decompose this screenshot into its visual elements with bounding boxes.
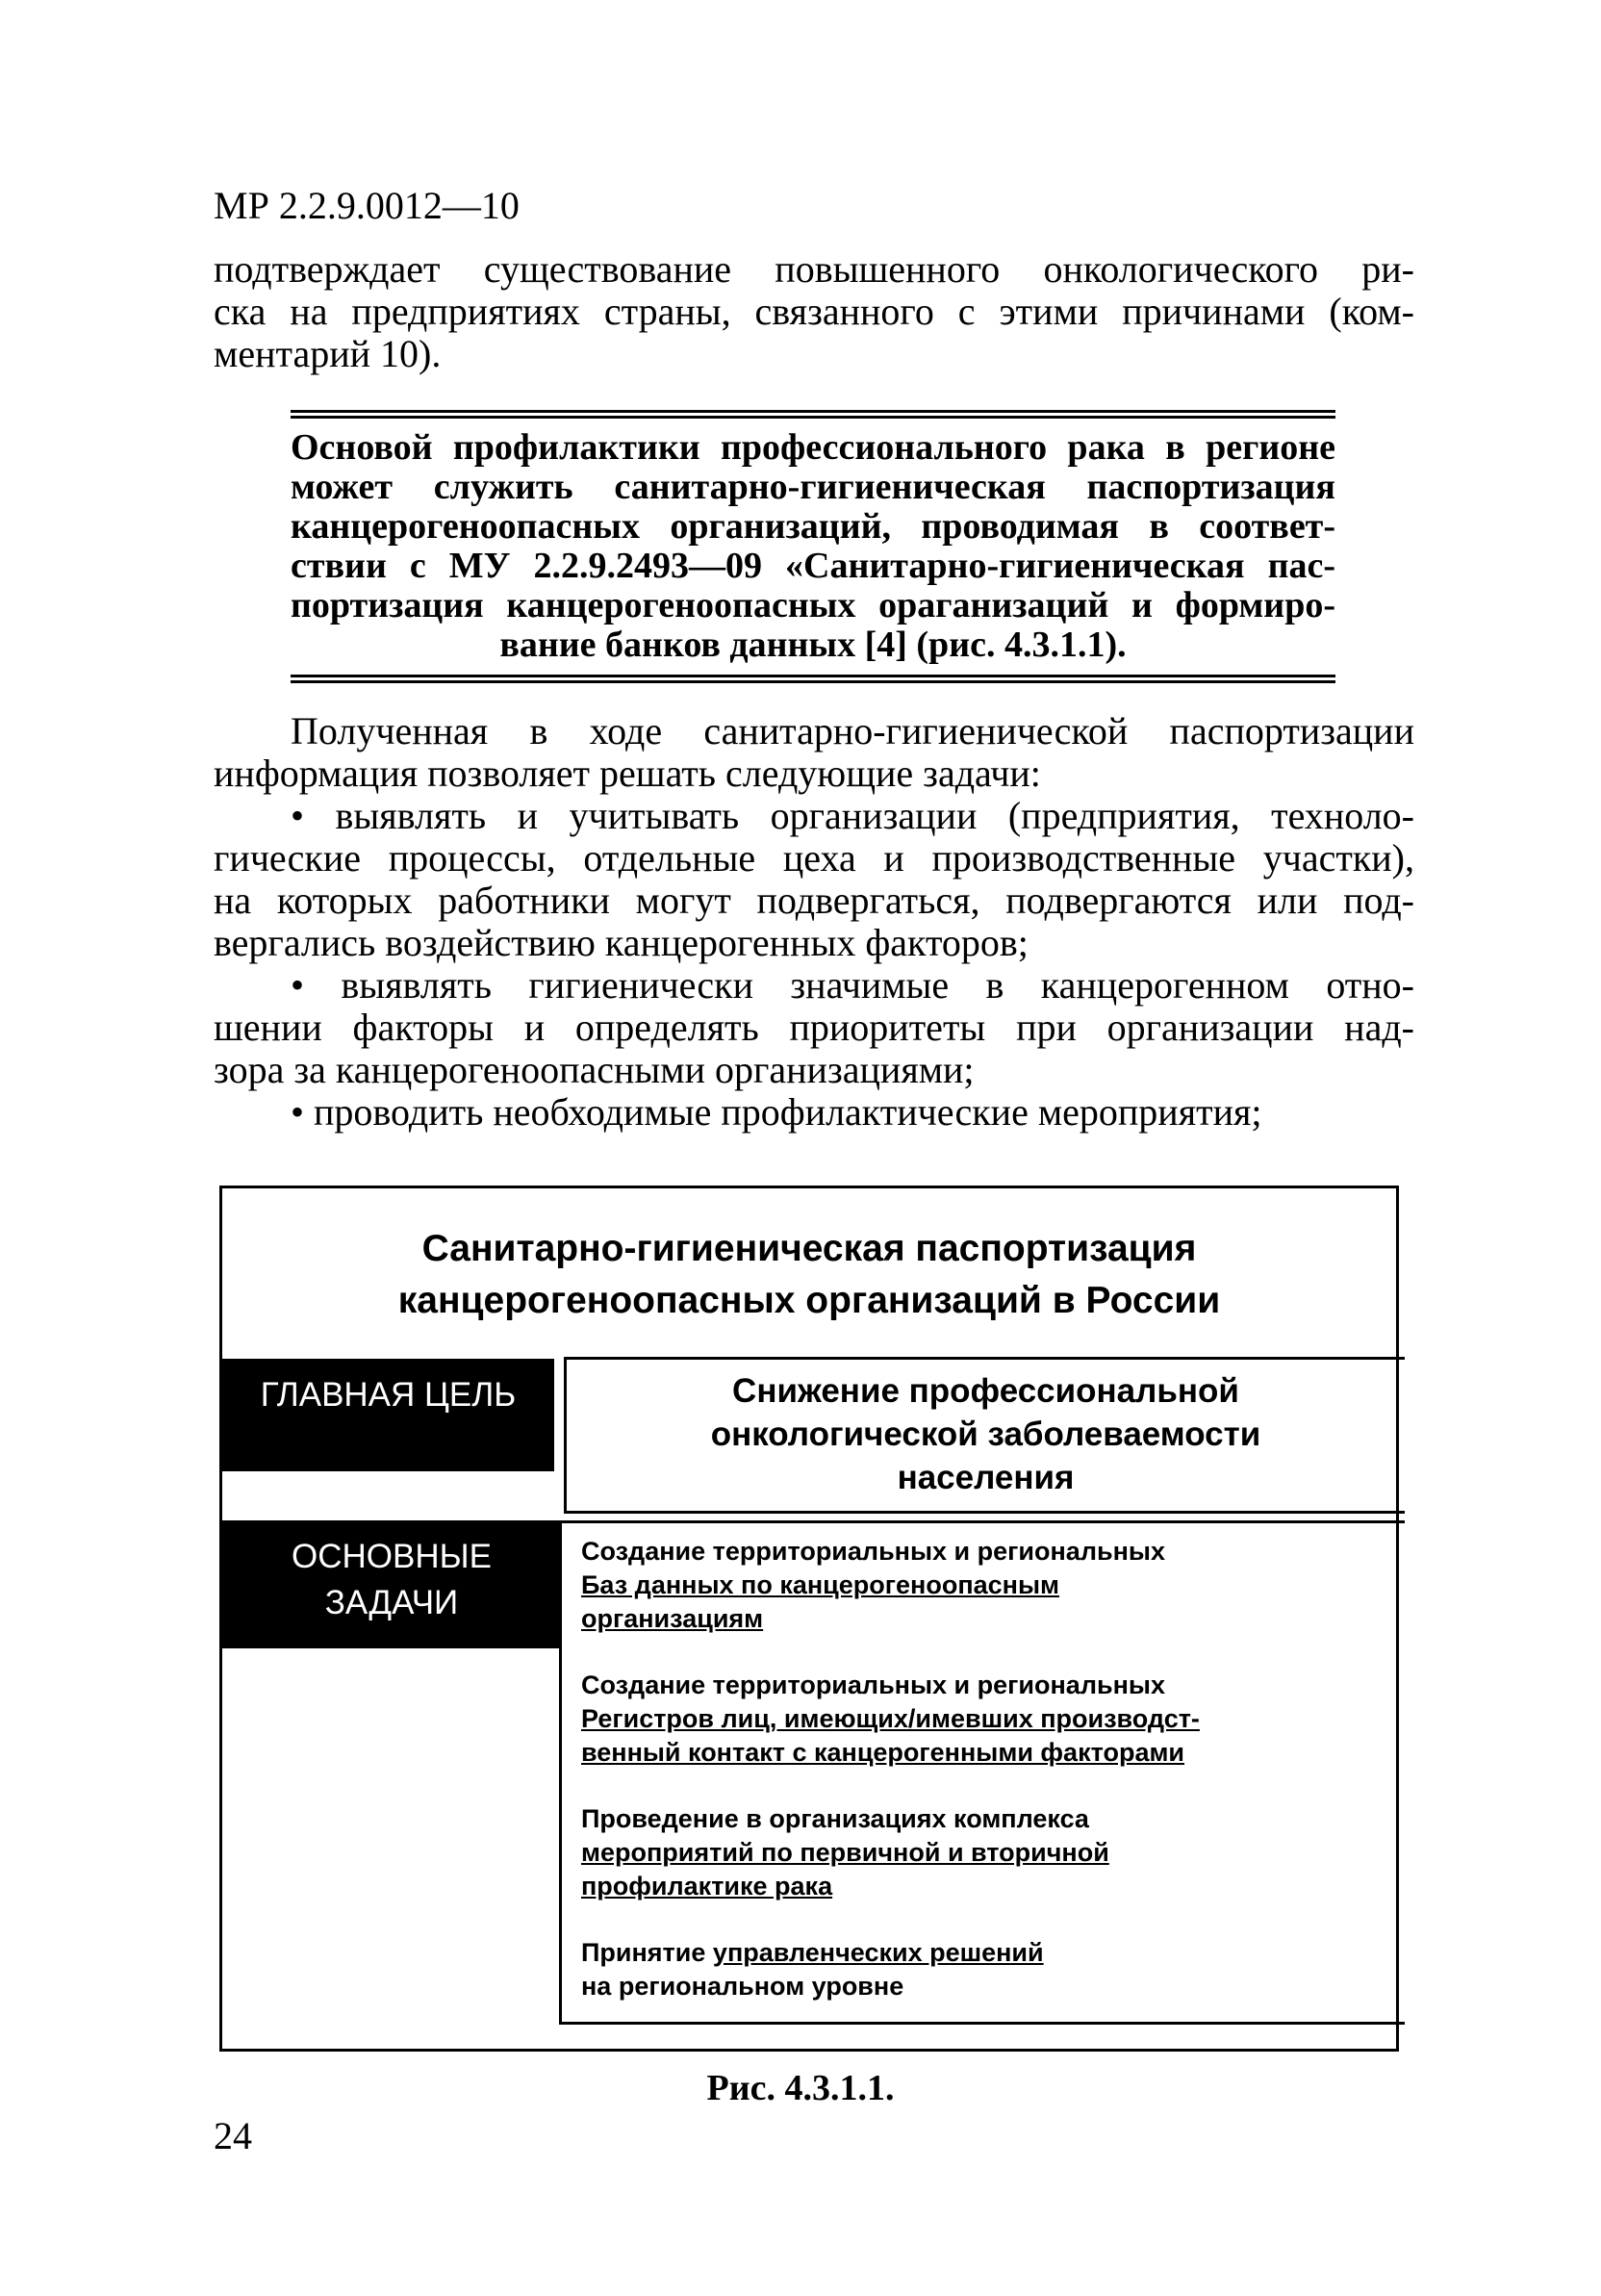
highlight-callout	[291, 410, 1335, 683]
passportization-diagram	[219, 1186, 1399, 2052]
diagram-title	[222, 1223, 1396, 1327]
text-line: зора за канцерогеноопасными организациями;	[214, 1048, 975, 1091]
goal-line: населения	[897, 1459, 1075, 1496]
task-text: Создание территориальных и региональных	[581, 1537, 1165, 1566]
main-tasks-label	[222, 1520, 561, 1648]
page-number: 24	[214, 2114, 252, 2157]
diagram-title-line: канцерогеноопасных организаций в России	[397, 1280, 1221, 1321]
main-goal-box	[564, 1357, 1405, 1514]
main-tasks-box	[559, 1520, 1405, 2025]
task-text: Принятие	[581, 1938, 706, 1967]
text-line: Основой профилактики профессионального рака в регионе	[291, 427, 1335, 468]
text-line: гические процессы, отдельные цеха и производственные участки),	[214, 836, 1414, 880]
bullet-line: • выявлять гигиенически значимые в канцерогенном отно-	[291, 963, 1414, 1007]
text-line: Полученная в ходе санитарно-гигиенической паспортизации	[291, 709, 1414, 753]
text-line: портизация канцерогеноопасных ораганизаций и формиро-	[291, 585, 1335, 625]
task-item	[581, 1936, 1405, 2003]
text-line: канцерогеноопасных организаций, проводимая в соответ-	[291, 506, 1335, 547]
diagram-title-line: Санитарно-гигиеническая паспортизация	[421, 1228, 1197, 1269]
main-goal-label: ГЛАВНАЯ ЦЕЛЬ	[222, 1359, 554, 1471]
document-code-header: МР 2.2.9.0012—10	[214, 184, 520, 227]
goal-line: онкологической заболеваемости	[710, 1416, 1261, 1453]
bullet-line: • выявлять и учитывать организации (предприятия, техноло-	[291, 794, 1414, 837]
task-underlined-text: мероприятий по первичной и вторичной	[581, 1838, 1109, 1867]
task-text: Проведение в организациях комплекса	[581, 1804, 1089, 1833]
task-underlined-text: Регистров лиц, имеющих/имевших производст-	[581, 1704, 1200, 1733]
double-rule-bottom	[291, 675, 1335, 683]
task-underlined-text: профилактике рака	[581, 1872, 833, 1901]
task-item	[581, 1802, 1405, 1903]
intro-paragraph	[214, 248, 1414, 375]
text-line: вание банков данных [4] (рис. 4.3.1.1).	[499, 625, 1127, 665]
figure-caption: Рис. 4.3.1.1.	[706, 2068, 895, 2108]
goal-line: Снижение профессиональной	[732, 1372, 1239, 1410]
text-line: ствии с МУ 2.2.9.2493—09 «Санитарно-гигиеническая пас-	[291, 546, 1335, 586]
bullet-line: • проводить необходимые профилактические мероприятия;	[291, 1090, 1262, 1134]
text-line: информация позволяет решать следующие задачи:	[214, 752, 1041, 795]
task-item	[581, 1535, 1405, 1636]
text-line: ска на предприятиях страны, связанного с этими причинами (ком-	[214, 290, 1414, 333]
text-line: подтверждает существование повышенного онкологического ри-	[214, 247, 1414, 291]
text-line: шении факторы и определять приоритеты при организации над-	[214, 1006, 1414, 1049]
task-item	[581, 1669, 1405, 1770]
callout-text	[291, 419, 1335, 675]
body-paragraph	[214, 710, 1414, 1134]
task-text: на региональном уровне	[581, 1972, 904, 2001]
tasks-label-line: ЗАДАЧИ	[324, 1584, 459, 1621]
text-line: вергались воздействию канцерогенных факторов;	[214, 921, 1029, 964]
task-underlined-text: венный контакт с канцерогенными факторами	[581, 1738, 1185, 1767]
double-rule-top	[291, 410, 1335, 419]
text-line: может служить санитарно-гигиеническая паспортизация	[291, 467, 1335, 507]
task-underlined-text: управленческих решений	[712, 1938, 1044, 1967]
text-line: на которых работники могут подвергаться, подвергаются или под-	[214, 879, 1414, 922]
tasks-label-line: ОСНОВНЫЕ	[292, 1538, 492, 1575]
text-line: ментарий 10).	[214, 332, 442, 375]
task-text: Создание территориальных и региональных	[581, 1671, 1165, 1699]
task-underlined-text: организациям	[581, 1604, 764, 1633]
task-underlined-text: Баз данных по канцерогеноопасным	[581, 1570, 1059, 1599]
